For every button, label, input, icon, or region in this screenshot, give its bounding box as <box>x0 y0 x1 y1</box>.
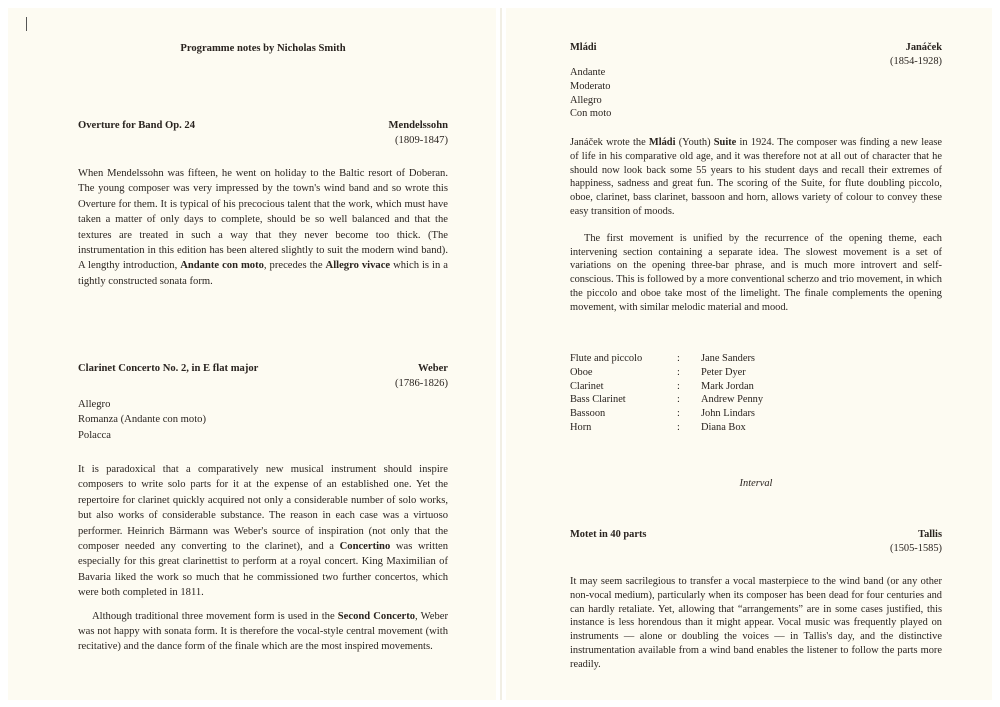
margin-tick-mark <box>26 17 27 31</box>
movement-list <box>78 397 206 443</box>
bold-title-text: Mládi <box>648 137 676 148</box>
programme-header: Programme notes by Nicholas Smith <box>180 43 346 54</box>
player-name: Jane Sanders <box>701 353 755 364</box>
paragraph-text: It may seem sacrilegious to transfer a vocal masterpiece to the wind band (or any other non-vocal medium), particularly when its composer has been dead for four centuries and can hardly retaliate. Yet, allowing that “arrangements” are in some cases justified, this instance is less horendous than it might appear. Vocal music was frequently played on instruments — alone or doubling the voices — in Tallis's day, and the distinctive instrumentation available from a wind band enables the listener to follow the parts more readily. <box>570 576 942 670</box>
programme-note-paragraph <box>570 136 942 219</box>
paragraph-text: which is in a tightly constructed sonata form. <box>78 260 448 287</box>
movement-item: Romanza (Andante con moto) <box>78 414 206 426</box>
instrument-name: Flute and piccolo <box>570 353 643 364</box>
paragraph-text: Janáček wrote the <box>570 137 649 148</box>
work-composer: Mendelssohn <box>388 120 448 131</box>
bold-title-text: Suite <box>713 137 737 148</box>
roster-row <box>570 352 942 366</box>
work-title: Overture for Band Op. 24 <box>78 120 196 131</box>
paragraph-text: in 1924. The composer was finding a new lease of life in his comparative old age, and it was therefore not at all out of character that he should now look back some 55 years to his student days and recall their extremes of happiness, sadness and great fun. The scoring of the Suite, for flute doubling piccolo, oboe, clarinet, bass clarinet, bassoon and horn, allows variety of colour to convey these easy transition of moods. <box>570 137 942 217</box>
roster-separator: : <box>677 366 680 378</box>
instrument-name: Bassoon <box>570 408 606 420</box>
player-name: Peter Dyer <box>701 366 746 378</box>
roster-row <box>570 407 942 421</box>
programme-note-paragraph <box>570 232 942 315</box>
movement-item: Moderato <box>570 80 611 92</box>
work-dates: (1786-1826) <box>395 378 448 389</box>
left-page <box>8 8 496 700</box>
roster-separator: : <box>677 421 680 433</box>
roster-row <box>570 421 942 435</box>
right-page <box>506 8 992 700</box>
programme-note-paragraph <box>78 166 448 289</box>
player-name: Andrew Penny <box>701 394 764 406</box>
work-composer: Janáček <box>905 42 942 53</box>
paragraph-text: was written especially for this great clarinettist to perform at a royal concert. King Maximilian of Bavaria liked the work so much that he commissioned two further concertos, which were both completed in 1811. <box>78 541 449 599</box>
instrument-name: Horn <box>570 421 592 433</box>
programme-note-paragraph <box>570 575 942 672</box>
work-dates: (1809-1847) <box>395 135 448 146</box>
roster-row <box>570 380 942 394</box>
roster-row <box>570 366 942 380</box>
paragraph-text: It is paradoxical that a comparatively new musical instrument should inspire composers to write solo parts for it at the expense of an established one. Yet the repertoire for clarinet quickly acquired not only a considerable number of solo works, but also works of considerable substance. The reason in each case was a virtuoso performer. Heinrich Bärmann was Weber's source of inspiration (not only that the composer needed any converting to the clarinet), and a <box>78 464 448 553</box>
work-heading <box>570 528 942 558</box>
work-composer: Tallis <box>918 529 942 540</box>
instrument-name: Bass Clarinet <box>570 394 626 406</box>
player-name: John Lindars <box>701 408 755 420</box>
paragraph-text: (Youth) <box>675 137 714 148</box>
bold-title-text: Allegro vivace <box>325 260 391 272</box>
work-heading <box>78 118 448 148</box>
work-composer: Weber <box>417 363 448 374</box>
programme-note-paragraph <box>78 609 448 655</box>
roster-separator: : <box>677 394 680 406</box>
work-heading <box>78 361 448 391</box>
bold-title-text: Concertino <box>339 541 391 553</box>
work-title: Motet in 40 parts <box>570 529 647 540</box>
paragraph-text: , precedes the <box>263 260 326 272</box>
roster-row <box>570 393 942 407</box>
performer-roster <box>570 352 942 435</box>
paragraph-text: , Weber was not happy with sonata form. It is therefore the vocal-style central movement (with recitative) and the dance form of the finale which are the most inspired movements. <box>78 610 449 653</box>
roster-separator: : <box>677 408 680 420</box>
paragraph-text: The first movement is unified by the recurrence of the opening theme, each intervening section containing a separate idea. The slowest movement is a set of variations on the opening three-bar phrase, and is much more introvert and self-conscious. This is followed by a more conventional scherzo and trio movement, in which the piccolo and oboe take most of the limelight. The finale complements the opening movement, with similar melodic material and mood. <box>570 232 942 313</box>
instrument-name: Oboe <box>570 366 593 378</box>
movement-list <box>570 66 611 121</box>
movement-item: Andante <box>570 67 606 78</box>
bold-title-text: Andante con moto <box>180 260 264 272</box>
paragraph-text: When Mendelssohn was fifteen, he went on holiday to the Baltic resort of Doberan. The young composer was very impressed by the town's wind band and so wrote this Overture for them. It is typical of his precocious talent that the work, which must have taken a matter of only days to complete, should be so well balanced and that the textures are treated in such a way that they never become too thick. (The instrumentation in this edition has been altered slightly to suit the modern wind band). A lengthy introduction, <box>78 168 448 272</box>
movement-item: Polacca <box>78 429 111 441</box>
page-fold <box>500 8 502 700</box>
bold-title-text: Second Concerto <box>337 610 416 622</box>
work-dates: (1854-1928) <box>890 56 942 67</box>
work-title: Mládi <box>570 42 597 53</box>
work-dates: (1505-1585) <box>890 543 942 554</box>
instrument-name: Clarinet <box>570 380 604 392</box>
paragraph-text: Although traditional three movement form is used in the <box>92 610 338 622</box>
player-name: Diana Box <box>701 421 746 433</box>
work-heading <box>570 41 942 71</box>
movement-item: Allegro <box>78 399 111 410</box>
movement-item: Allegro <box>570 94 602 106</box>
roster-separator: : <box>677 380 680 392</box>
interval-label: Interval <box>739 478 773 489</box>
roster-separator: : <box>677 353 680 364</box>
movement-item: Con moto <box>570 108 612 120</box>
work-title: Clarinet Concerto No. 2, in E flat major <box>78 363 259 374</box>
player-name: Mark Jordan <box>701 380 754 392</box>
programme-note-paragraph <box>78 462 448 601</box>
